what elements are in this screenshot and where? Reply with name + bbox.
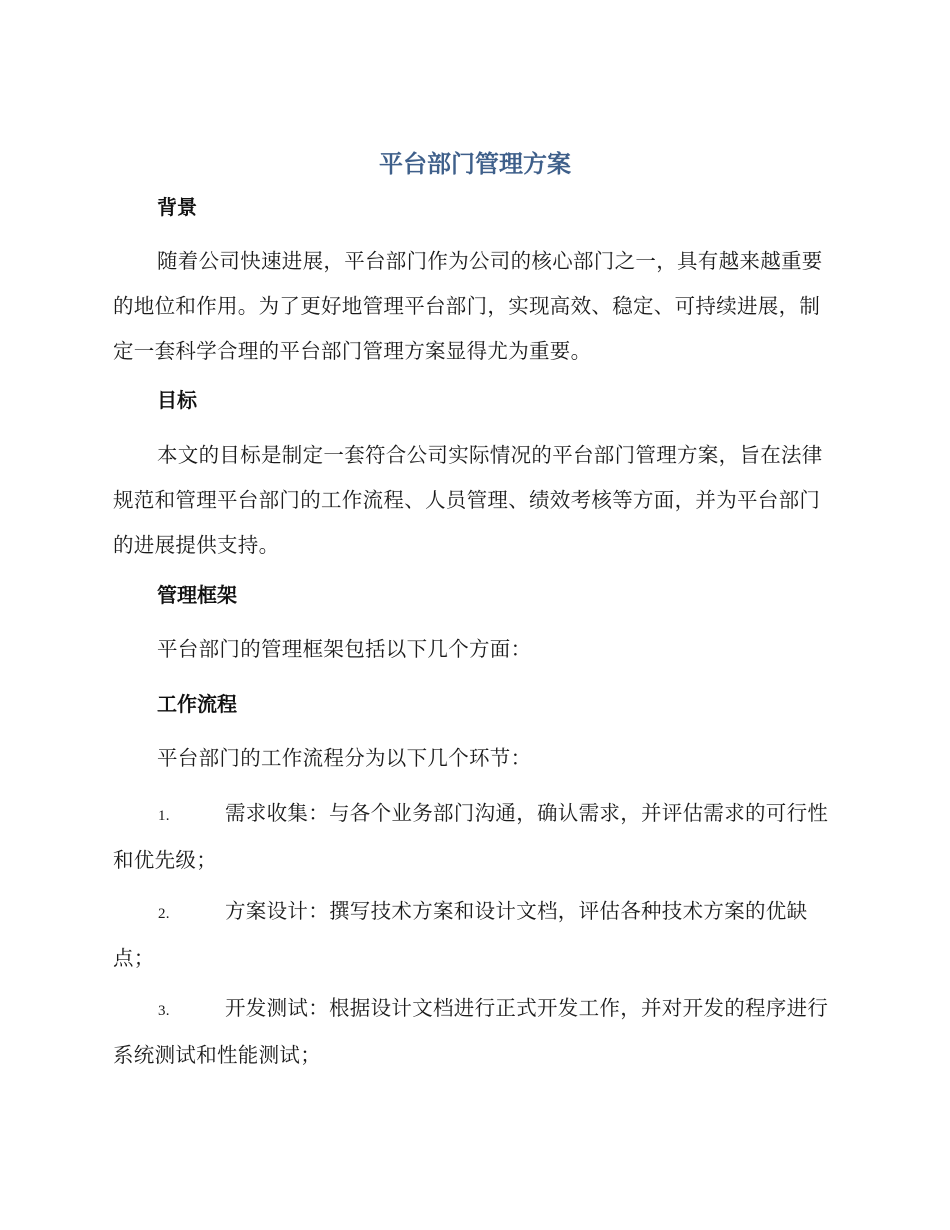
paragraph-workflow: 平台部门的工作流程分为以下几个环节： (157, 746, 532, 770)
list-item-number: 2. (158, 906, 170, 922)
list-item-text: 需求收集：与各个业务部门沟通，确认需求，并评估需求的可行性和优先级； (113, 801, 829, 872)
heading-framework: 管理框架 (157, 583, 237, 607)
list-item-number: 1. (158, 808, 170, 824)
list-item-number: 3. (158, 1003, 170, 1019)
heading-workflow: 工作流程 (157, 692, 237, 716)
list-item-text: 方案设计：撰写技术方案和设计文档，评估各种技术方案的优缺点； (113, 899, 808, 970)
list-item-text: 开发测试：根据设计文档进行正式开发工作，并对开发的程序进行系统测试和性能测试； (113, 996, 829, 1067)
document-title: 平台部门管理方案 (379, 150, 571, 178)
list-item (113, 889, 833, 980)
list-item (113, 791, 833, 882)
heading-goal: 目标 (157, 388, 197, 412)
paragraph-background: 随着公司快速进展，平台部门作为公司的核心部门之一，具有越来越重要的地位和作用。为了更好地管理平台部门，实现高效、稳定、可持续进展，制定一套科学合理的平台部门管理方案显得尤为重要。 (113, 249, 823, 363)
paragraph-framework: 平台部门的管理框架包括以下几个方面： (157, 637, 532, 661)
paragraph-goal: 本文的目标是制定一套符合公司实际情况的平台部门管理方案，旨在法律规范和管理平台部门的工作流程、人员管理、绩效考核等方面，并为平台部门的进展提供支持。 (113, 443, 823, 557)
heading-background: 背景 (157, 195, 197, 219)
list-item (113, 986, 833, 1077)
